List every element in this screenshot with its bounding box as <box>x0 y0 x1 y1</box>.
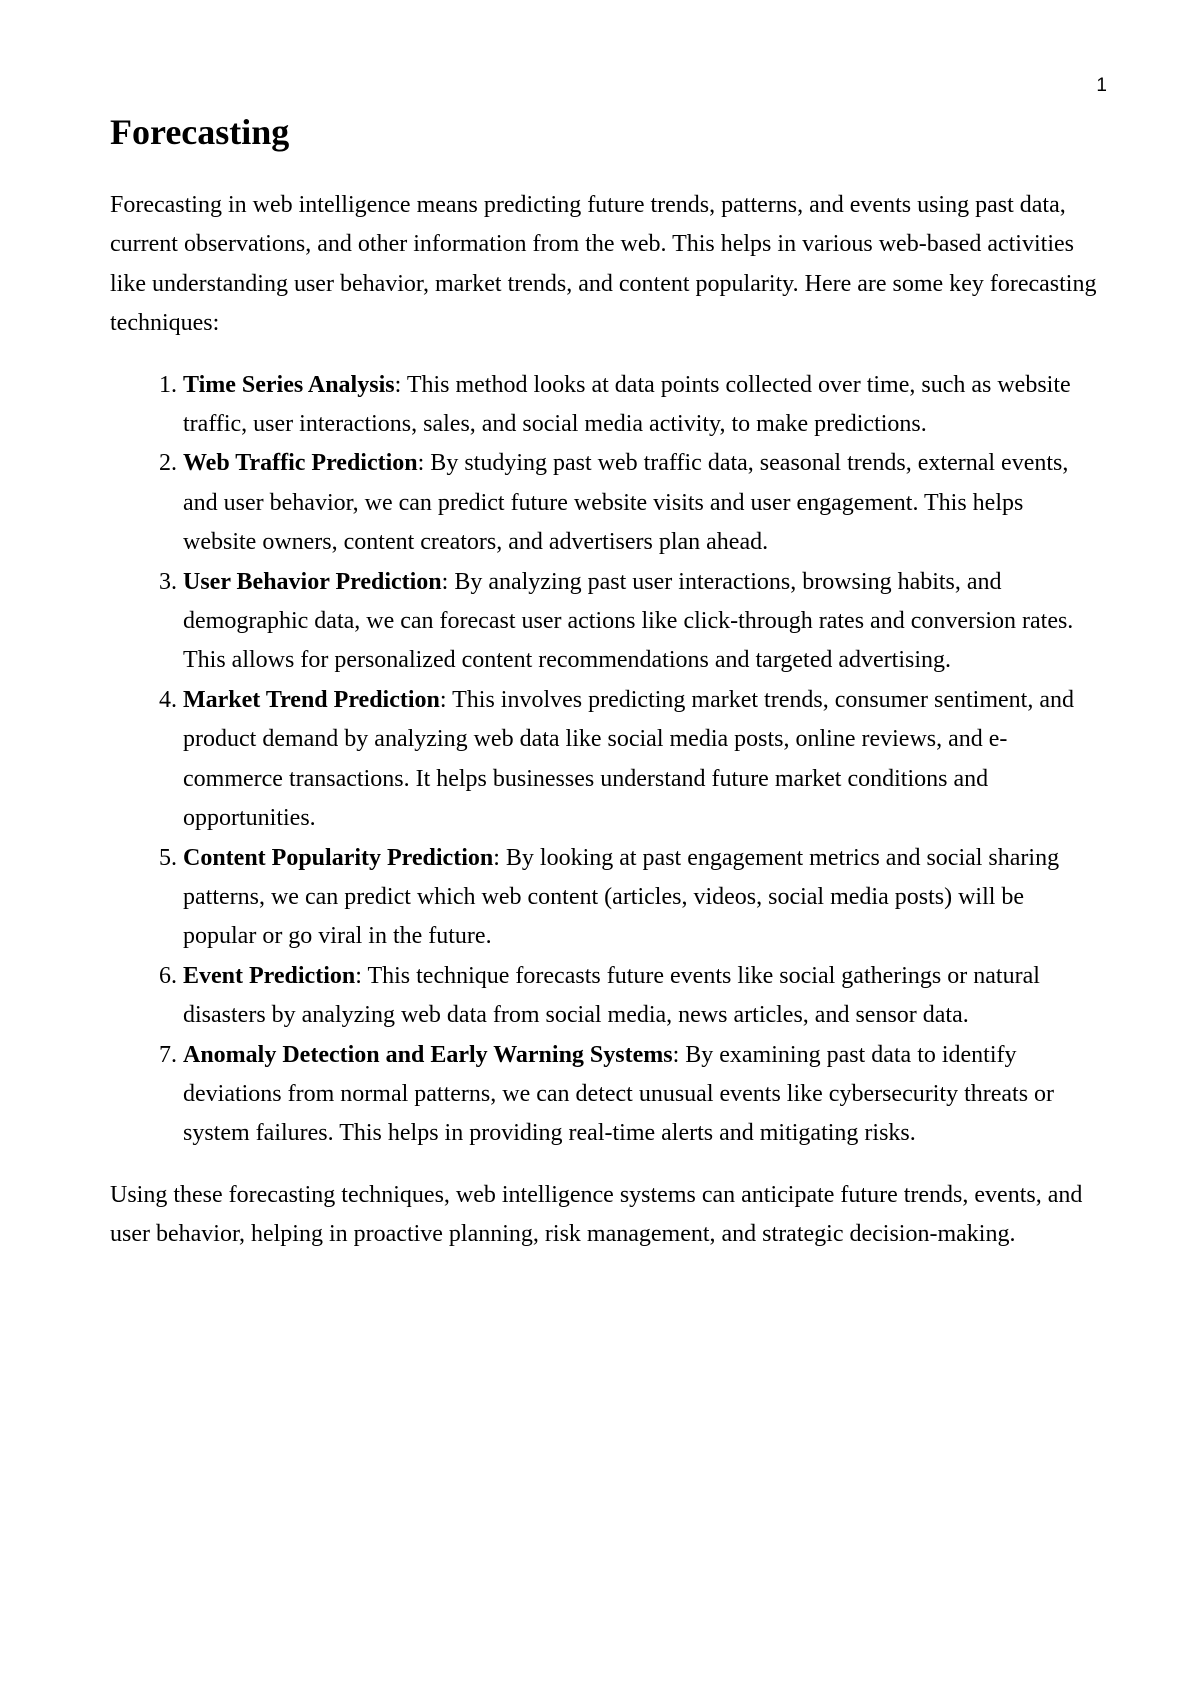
technique-description: : By looking at past engagement metrics and social sharing patterns, we can predict which web content (articles, videos, social media posts) will be popular or go viral in the future. <box>183 844 1060 950</box>
forecasting-techniques-list <box>110 366 1100 1154</box>
technique-description: : By examining past data to identify deviations from normal patterns, we can detect unusual events like cybersecurity threats or system failures. This helps in providing real-time alerts and mitigating risks. <box>183 1041 1055 1147</box>
technique-name: Anomaly Detection and Early Warning Systems <box>183 1041 673 1068</box>
page-title: Forecasting <box>110 112 290 152</box>
technique-name: Web Traffic Prediction <box>183 450 418 477</box>
technique-item-web-traffic-prediction <box>183 444 1100 562</box>
technique-item-anomaly-detection <box>183 1036 1100 1154</box>
technique-item-content-popularity-prediction <box>183 839 1100 957</box>
technique-description: : By analyzing past user interactions, browsing habits, and demographic data, we can forecast user actions like click-through rates and conversion rates. This allows for personalized content recommendations and targeted advertising. <box>183 568 1074 674</box>
technique-name: User Behavior Prediction <box>183 568 442 595</box>
technique-description: : This involves predicting market trends, consumer sentiment, and product demand by analyzing web data like social media posts, online reviews, and e-commerce transactions. It helps businesses understand future market conditions and opportunities. <box>183 686 1074 832</box>
technique-item-time-series-analysis <box>183 366 1100 445</box>
technique-description: : This technique forecasts future events like social gatherings or natural disasters by analyzing web data from social media, news articles, and sensor data. <box>183 962 1040 1029</box>
technique-name: Event Prediction <box>183 962 356 989</box>
conclusion-paragraph: Using these forecasting techniques, web intelligence systems can anticipate future trends, events, and user behavior, helping in proactive planning, risk management, and strategic decision-making. <box>110 1181 1083 1248</box>
technique-name: Content Popularity Prediction <box>183 844 494 871</box>
technique-description: : By studying past web traffic data, seasonal trends, external events, and user behavior, we can predict future website visits and user engagement. This helps website owners, content creators, and advertisers plan ahead. <box>183 450 1069 556</box>
technique-name: Time Series Analysis <box>183 371 395 398</box>
technique-item-market-trend-prediction <box>183 681 1100 839</box>
technique-item-event-prediction <box>183 957 1100 1036</box>
document-content <box>110 108 1100 1255</box>
page-number: 1 <box>1096 75 1107 96</box>
intro-paragraph: Forecasting in web intelligence means predicting future trends, patterns, and events using past data, current observations, and other information from the web. This helps in various web-based activities like understanding user behavior, market trends, and content popularity. Here are some key forecasting techniques: <box>110 192 1097 337</box>
technique-item-user-behavior-prediction <box>183 563 1100 681</box>
technique-description: : This method looks at data points collected over time, such as website traffic, user interactions, sales, and social media activity, to make predictions. <box>183 371 1071 438</box>
technique-name: Market Trend Prediction <box>183 686 440 713</box>
